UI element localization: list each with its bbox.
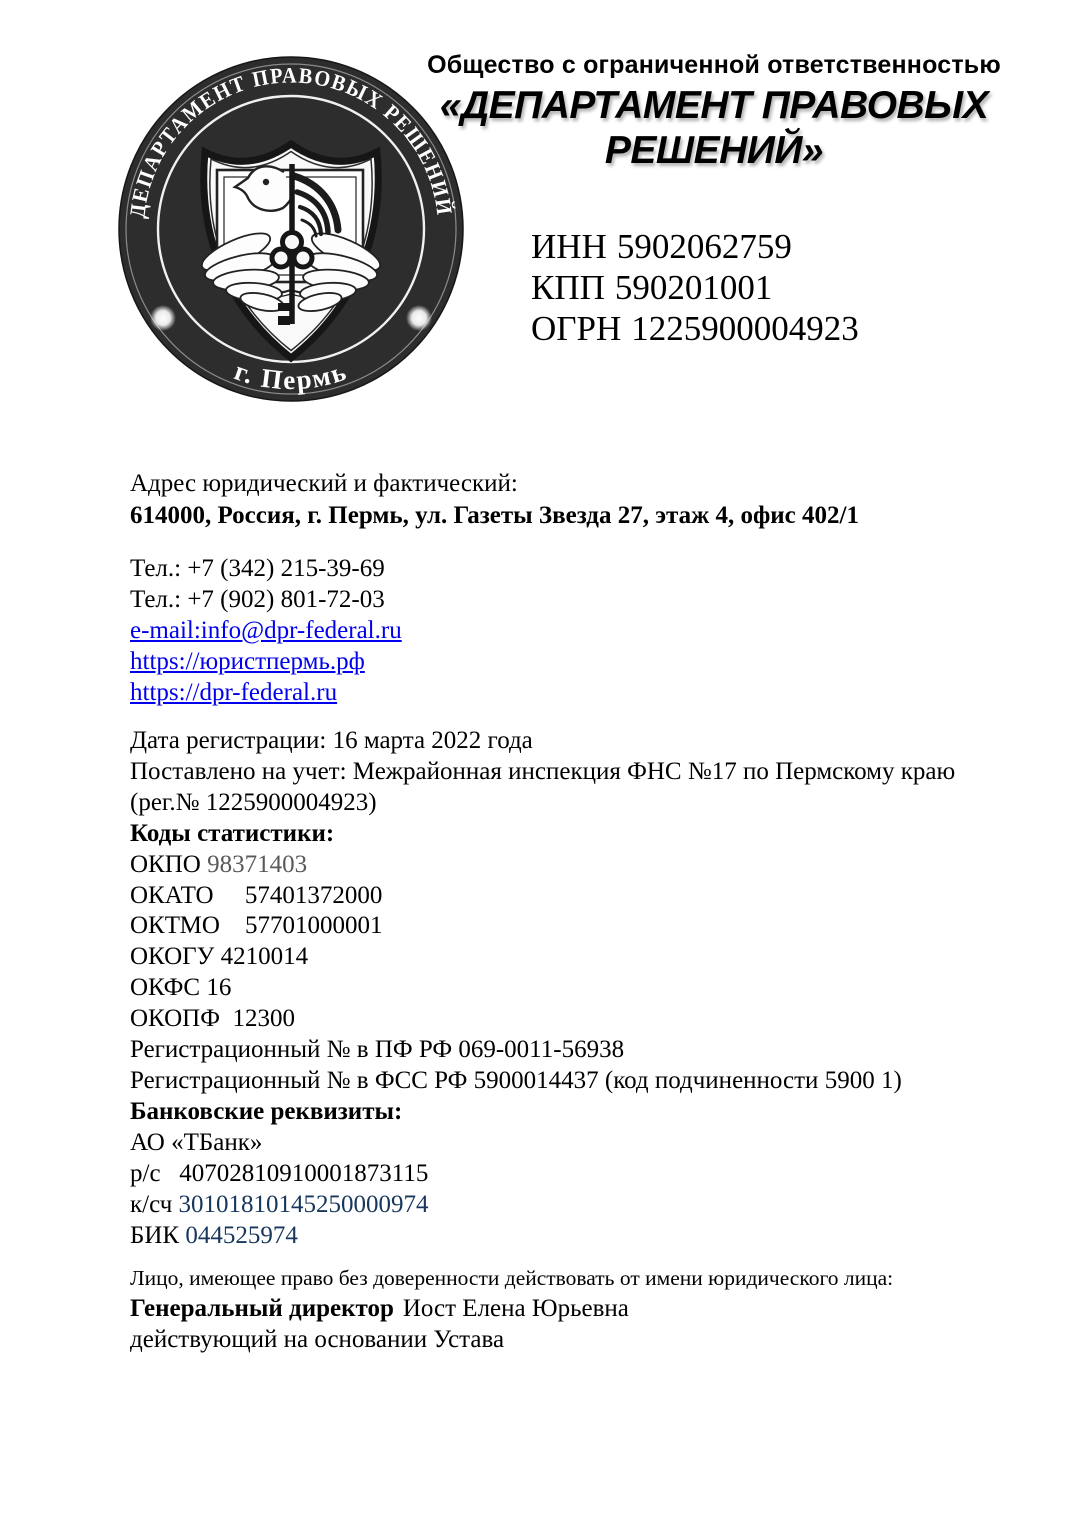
company-ids (531, 226, 859, 349)
bik-value: 044525974 (185, 1221, 298, 1249)
kpp-label: КПП (531, 268, 605, 307)
inn-label: ИНН (531, 227, 607, 266)
company-seal-graphic (118, 56, 464, 402)
code-row-okato (130, 881, 1010, 912)
org-type: Общество с ограниченной ответственностью (427, 51, 1001, 79)
contacts-block (130, 553, 1010, 708)
bik-label: БИК (130, 1221, 180, 1249)
oktmo-gap (220, 912, 245, 939)
seal-arc-title-text: ДЕПАРТАМЕНТ ПРАВОВЫХ РЕШЕНИЙ (124, 62, 458, 220)
okopf-value: 12300 (232, 1005, 295, 1033)
tax-reg-number: (рег.№ 1225900004923) (130, 788, 377, 816)
okato-value: 57401372000 (244, 881, 383, 909)
website-link-1[interactable]: https://юристпермь.рф (130, 648, 365, 675)
address-label: Адрес юридический и фактический: (130, 470, 518, 497)
pfr-reg-line: Регистрационный № в ПФ РФ 069-0011-56938 (130, 1036, 625, 1064)
codes-title: Коды статистики: (130, 819, 335, 847)
phone-line-1: Тел.: +7 (342) 215-39-69 (130, 555, 385, 582)
okopf-gap (220, 1005, 233, 1032)
code-row-okpo (130, 850, 1010, 881)
rs-value: 40702810910001873115 (179, 1159, 429, 1187)
ogrn-label: ОГРН (531, 309, 622, 348)
signatory-intro: Лицо, имеющее право без доверенности действовать от имени юридического лица: (130, 1266, 894, 1290)
bank-title: Банковские реквизиты: (130, 1097, 403, 1125)
okogu-value: 4210014 (220, 943, 309, 971)
okato-gap (214, 882, 245, 909)
signatory-basis: действующий на основании Устава (130, 1326, 505, 1353)
company-seal (118, 56, 464, 402)
seal-city-text: г. Пермь (230, 355, 352, 396)
email-link[interactable]: e-mail:info@dpr-federal.ru (130, 617, 402, 644)
ogrn-value: 1225900004923 (631, 309, 859, 348)
rs-label: р/с (130, 1159, 161, 1187)
okpo-value: 98371403 (207, 850, 308, 878)
code-row-oktmo (130, 911, 1010, 942)
tax-office-line: Поставлено на учет: Межрайонная инспекция ФНС №17 по Пермскому краю (130, 757, 956, 785)
seal-dot-right (406, 305, 432, 331)
okopf-label: ОКОПФ (130, 1005, 220, 1033)
code-row-okfs (130, 973, 1010, 1004)
signatory-position: Генеральный директор (130, 1295, 394, 1322)
signatory-block (130, 1264, 1010, 1355)
ks-value: 30101810145250000974 (178, 1190, 429, 1218)
fss-reg-line: Регистрационный № в ФСС РФ 5900014437 (код подчиненности 5900 1) (130, 1066, 902, 1094)
bank-row-rs (130, 1159, 1010, 1190)
address-block (130, 468, 1010, 531)
oktmo-label: ОКТМО (130, 912, 220, 940)
bank-name: АО «ТБанк» (130, 1128, 263, 1156)
rs-gap (161, 1160, 180, 1187)
address-value: 614000, Россия, г. Пермь, ул. Газеты Звезда 27, этаж 4, офис 402/1 (130, 501, 859, 529)
header (426, 50, 1002, 173)
website-link-2[interactable]: https://dpr-federal.ru (130, 679, 338, 706)
bank-row-bik (130, 1221, 1010, 1252)
ogrn-row (531, 308, 859, 349)
okpo-label: ОКПО (130, 850, 201, 878)
inn-row (531, 226, 859, 267)
okogu-label: ОКОГУ (130, 943, 215, 971)
phone-line-2: Тел.: +7 (902) 801-72-03 (130, 586, 385, 613)
signatory-name: Иост Елена Юрьевна (402, 1295, 629, 1322)
kpp-row (531, 267, 859, 308)
okfs-value: 16 (206, 974, 232, 1002)
bank-row-ks (130, 1190, 1010, 1221)
okfs-label: ОКФС (130, 974, 201, 1002)
oktmo-value: 57701000001 (244, 912, 383, 940)
registration-block (130, 726, 1010, 1251)
signatory-line (130, 1293, 1010, 1324)
org-name: «ДЕПАРТАМЕНТ ПРАВОВЫХ РЕШЕНИЙ» (439, 84, 989, 172)
registration-date: Дата регистрации: 16 марта 2022 года (130, 727, 533, 754)
kpp-value: 590201001 (614, 268, 773, 307)
code-row-okogu (130, 942, 1010, 973)
seal-dot-left (150, 305, 176, 331)
ks-label: к/сч (130, 1190, 173, 1218)
code-row-okopf (130, 1004, 1010, 1035)
inn-value: 5902062759 (616, 227, 792, 266)
okato-label: ОКАТО (130, 881, 214, 909)
